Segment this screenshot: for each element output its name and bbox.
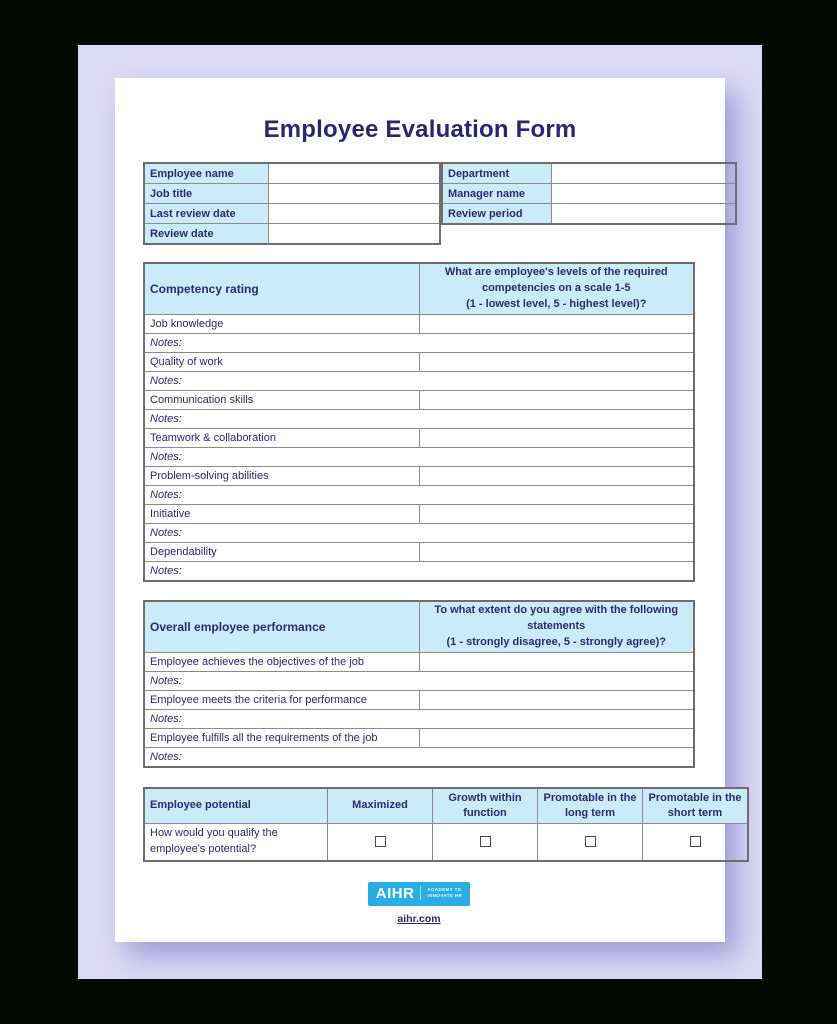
communication-skills-notes-cell[interactable] (144, 409, 694, 428)
competency-label: Dependability (144, 542, 419, 561)
column-header-growth-within-function: Growth within function (433, 788, 538, 824)
question-line: What are employee's levels of the required (444, 266, 668, 278)
competency-label: Quality of work (144, 352, 419, 371)
notes-label: Notes: (150, 488, 182, 501)
tagline-line: INNOVATE HR (427, 893, 463, 899)
notes-row (144, 747, 694, 767)
notes-label: Notes: (150, 564, 182, 577)
manager-name-label: Manager name (442, 184, 552, 204)
notes-row (144, 333, 694, 352)
question-line: competencies on a scale 1-5 (481, 281, 631, 294)
checkbox-promotable-short-term[interactable] (690, 836, 701, 847)
competency-label: Job knowledge (144, 314, 419, 333)
table-row (144, 428, 694, 447)
review-period-label: Review period (442, 204, 552, 225)
notes-label: Notes: (150, 750, 182, 763)
performance-section-title: Overall employee performance (144, 601, 419, 652)
table-row (144, 542, 694, 561)
potential-answer-row (144, 823, 748, 861)
column-header-promotable-short-term: Promotable in the short term (643, 788, 749, 824)
problem-solving-notes-cell[interactable] (144, 485, 694, 504)
checkbox-maximized[interactable] (375, 836, 386, 847)
initiative-notes-cell[interactable] (144, 523, 694, 542)
employee-potential-table (143, 787, 749, 862)
competency-label: Teamwork & collaboration (144, 428, 419, 447)
checkbox-promotable-long-term[interactable] (585, 836, 596, 847)
performance-statement: Employee fulfills all the requirements of the job (144, 728, 419, 747)
table-row (144, 184, 440, 204)
table-row (144, 163, 440, 184)
potential-header-row (144, 788, 748, 824)
table-row (144, 314, 694, 333)
competency-label: Problem-solving abilities (144, 466, 419, 485)
table-row (442, 163, 736, 184)
review-date-field[interactable] (269, 224, 441, 245)
page-title: Employee Evaluation Form (263, 116, 577, 143)
table-row (442, 184, 736, 204)
notes-row (144, 371, 694, 390)
table-row (144, 504, 694, 523)
last-review-date-label: Last review date (144, 204, 269, 224)
employee-potential-section (143, 787, 742, 862)
employee-info-left-table (143, 162, 441, 245)
potential-question: How would you qualify the employee's potential? (144, 823, 328, 861)
document-page (115, 78, 742, 942)
fulfills-requirements-notes-cell[interactable] (144, 747, 694, 767)
tagline-line: ACADEMY TO (427, 887, 462, 893)
initiative-rating-cell[interactable] (419, 504, 694, 523)
fulfills-requirements-rating-cell[interactable] (419, 728, 694, 747)
job-knowledge-rating-cell[interactable] (419, 314, 694, 333)
last-review-date-field[interactable] (269, 204, 441, 224)
meets-criteria-rating-cell[interactable] (419, 690, 694, 709)
notes-row (144, 523, 694, 542)
notes-label: Notes: (150, 336, 182, 349)
notes-row (144, 671, 694, 690)
table-row (144, 652, 694, 671)
performance-statement: Employee meets the criteria for performance (144, 690, 419, 709)
notes-label: Notes: (150, 526, 182, 539)
job-title-field[interactable] (269, 184, 441, 204)
notes-label: Notes: (150, 674, 182, 687)
job-knowledge-notes-cell[interactable] (144, 333, 694, 352)
table-row (144, 466, 694, 485)
performance-header-row (144, 601, 694, 652)
performance-scale-question (419, 601, 694, 652)
potential-section-title: Employee potential (144, 788, 328, 824)
aihr-logo-tagline (427, 887, 462, 899)
employee-info-section (143, 162, 695, 245)
review-period-field[interactable] (552, 204, 737, 225)
dependability-notes-cell[interactable] (144, 561, 694, 581)
teamwork-collaboration-notes-cell[interactable] (144, 447, 694, 466)
quality-of-work-rating-cell[interactable] (419, 352, 694, 371)
achieves-objectives-rating-cell[interactable] (419, 652, 694, 671)
column-header-maximized: Maximized (328, 788, 433, 824)
competency-section-title: Competency rating (144, 263, 419, 314)
maximized-cell (328, 823, 433, 861)
notes-label: Notes: (150, 712, 182, 725)
growth-within-function-cell (433, 823, 538, 861)
performance-statement: Employee achieves the objectives of the job (144, 652, 419, 671)
department-label: Department (442, 163, 552, 184)
table-row (144, 390, 694, 409)
table-row (144, 728, 694, 747)
table-row (144, 690, 694, 709)
notes-row (144, 561, 694, 581)
manager-name-field[interactable] (552, 184, 737, 204)
competency-scale-question (419, 263, 694, 314)
achieves-objectives-notes-cell[interactable] (144, 671, 694, 690)
logo-divider (420, 886, 421, 900)
question-line: statements (527, 619, 586, 632)
table-row (442, 204, 736, 225)
competency-rating-table (143, 262, 695, 582)
notes-row (144, 709, 694, 728)
notes-label: Notes: (150, 450, 182, 463)
competency-label: Initiative (144, 504, 419, 523)
quality-of-work-notes-cell[interactable] (144, 371, 694, 390)
question-line: (1 - lowest level, 5 - highest level)? (466, 297, 647, 310)
footer (143, 882, 695, 925)
employee-name-field[interactable] (269, 163, 441, 184)
employee-info-right-table (441, 162, 737, 225)
overall-performance-table (143, 600, 695, 768)
dependability-rating-cell[interactable] (419, 542, 694, 561)
column-header-promotable-long-term: Promotable in the long term (538, 788, 643, 824)
notes-row (144, 447, 694, 466)
table-row (144, 204, 440, 224)
competency-label: Communication skills (144, 390, 419, 409)
question-line: (1 - strongly disagree, 5 - strongly agree)? (446, 635, 666, 648)
aihr-website-link[interactable]: aihr.com (397, 912, 441, 925)
page-content (115, 162, 742, 925)
table-row (144, 224, 440, 245)
page-mat (78, 45, 762, 979)
table-row (144, 352, 694, 371)
meets-criteria-notes-cell[interactable] (144, 709, 694, 728)
communication-skills-rating-cell[interactable] (419, 390, 694, 409)
aihr-logo (368, 882, 470, 906)
review-date-label: Review date (144, 224, 269, 245)
promotable-short-term-cell (643, 823, 749, 861)
aihr-logo-wordmark: AIHR (375, 884, 415, 902)
competency-header-row (144, 263, 694, 314)
notes-label: Notes: (150, 374, 182, 387)
notes-row (144, 485, 694, 504)
teamwork-collaboration-rating-cell[interactable] (419, 428, 694, 447)
employee-name-label: Employee name (144, 163, 269, 184)
question-line: To what extent do you agree with the following (434, 603, 679, 616)
notes-label: Notes: (150, 412, 182, 425)
job-title-label: Job title (144, 184, 269, 204)
department-field[interactable] (552, 163, 737, 184)
notes-row (144, 409, 694, 428)
checkbox-growth-within-function[interactable] (480, 836, 491, 847)
promotable-long-term-cell (538, 823, 643, 861)
problem-solving-rating-cell[interactable] (419, 466, 694, 485)
